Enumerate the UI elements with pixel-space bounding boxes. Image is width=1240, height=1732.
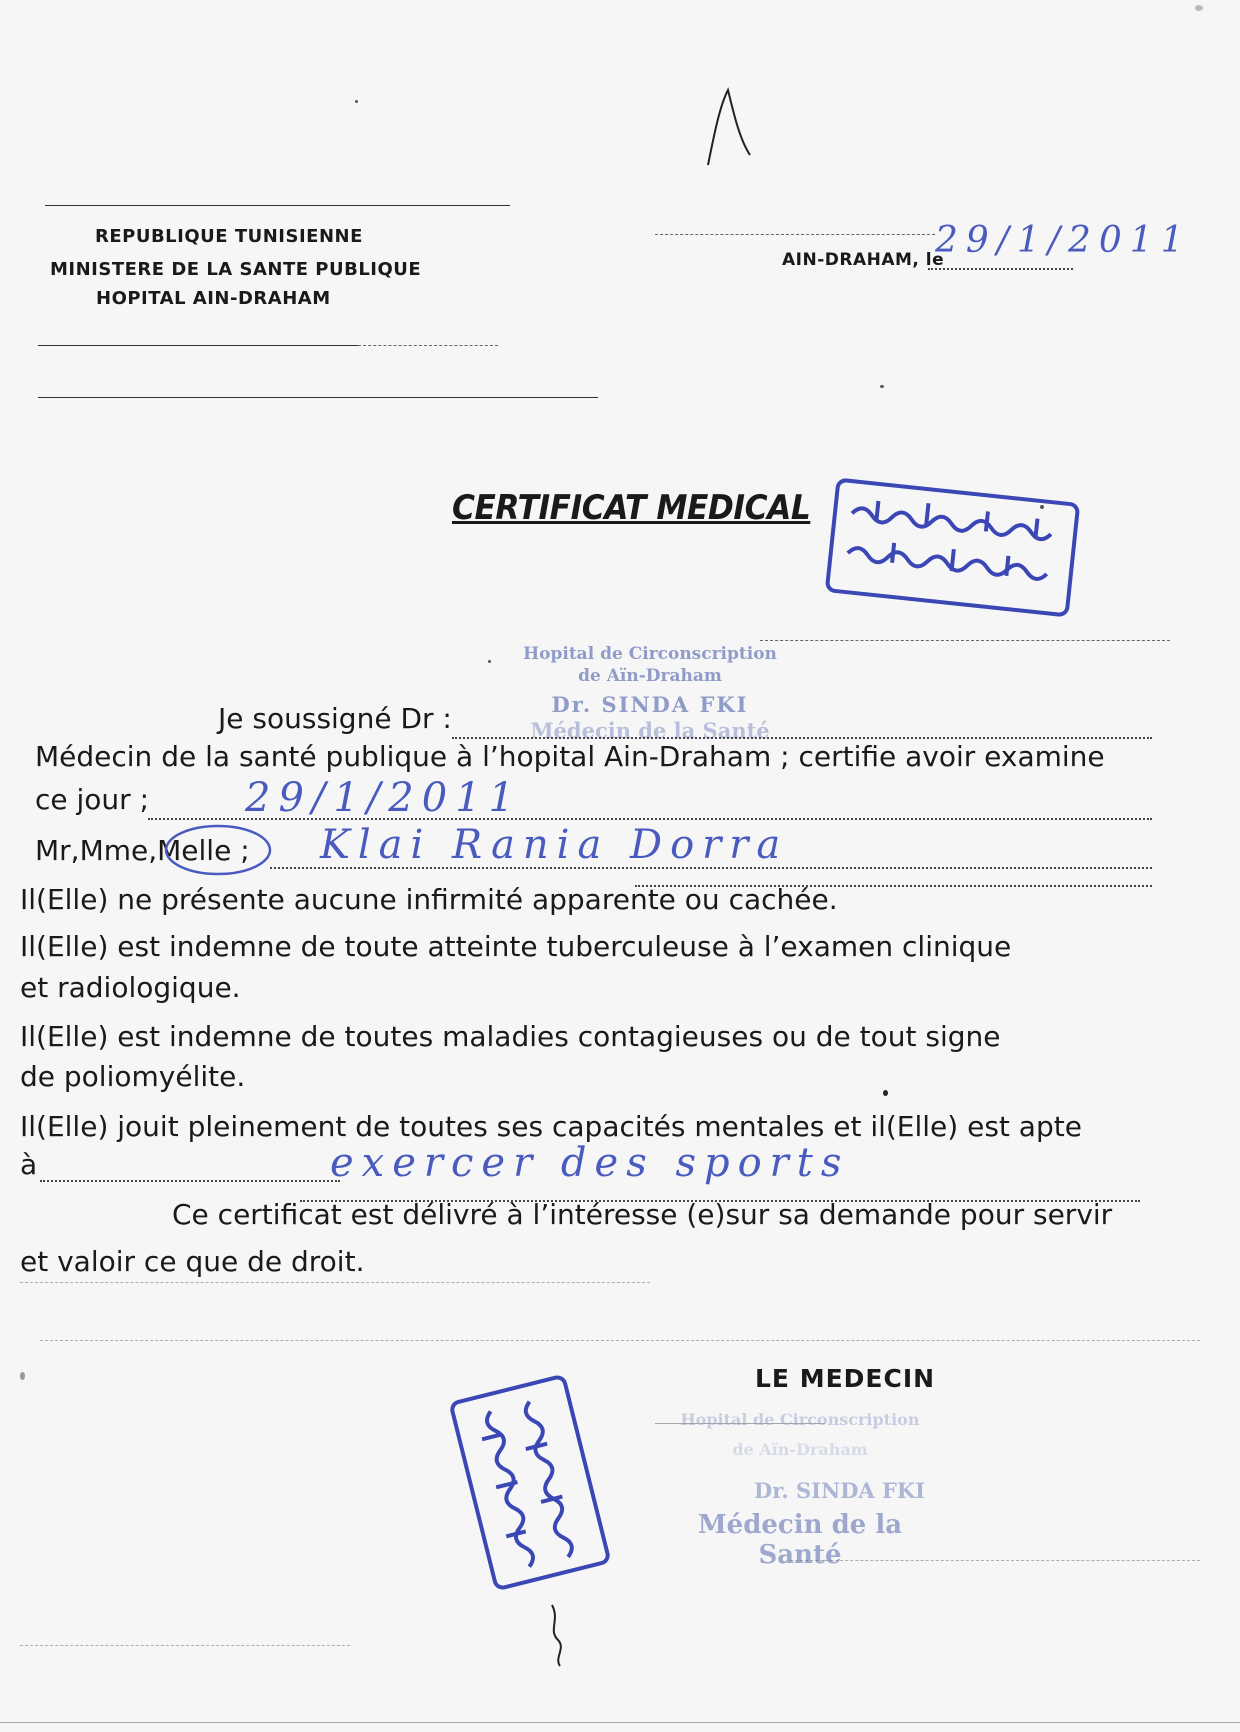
stamp-arabic-script-icon: [829, 482, 1076, 613]
line-apte-dots-1: [40, 1180, 340, 1182]
scan-speck: [883, 1090, 888, 1096]
signature-squiggle-icon: [540, 1600, 580, 1670]
line-poliomyelite: de poliomyélite.: [20, 1060, 246, 1093]
scan-speck: [880, 385, 884, 388]
handwritten-patient-name: Klai Rania Dorra: [320, 822, 789, 868]
line-medecin: Médecin de la santé publique à l’hopital Ain-Draham ; certifie avoir examine: [35, 740, 1105, 773]
date-top-rule: [655, 234, 935, 235]
line-radiologique: et radiologique.: [20, 971, 241, 1004]
header-top-rule: [45, 205, 510, 206]
line-tuberculeuse: Il(Elle) est indemne de toute atteinte tuberculeuse à l’examen clinique: [20, 930, 1012, 963]
line-soussigne: Je soussigné Dr :: [218, 702, 452, 735]
line-contagieuses: Il(Elle) est indemne de toutes maladies contagieuses ou de tout signe: [20, 1020, 1001, 1053]
stamp-lower-line1: Hopital de Circonscription: [680, 1410, 920, 1429]
header-ministry: MINISTERE DE LA SANTE PUBLIQUE: [50, 259, 422, 280]
handwritten-aptitude: exercer des sports: [330, 1140, 850, 1186]
header-rule-1: [38, 345, 358, 346]
stamp-area-rule: [760, 640, 1170, 641]
line-soussigne-dots: [452, 737, 1152, 739]
scan-speck: [1040, 505, 1044, 509]
stamp-lower-doctor: Dr. SINDA FKI: [754, 1478, 925, 1503]
header-hospital: HOPITAL AIN-DRAHAM: [96, 288, 331, 309]
scan-speck: [20, 1372, 25, 1380]
line-ce-jour: ce jour ;: [35, 783, 150, 816]
scan-speck: [488, 660, 491, 663]
stamp-upper-line4: Médecin de la Santé: [530, 718, 770, 743]
header-rule-2: [38, 397, 598, 398]
scan-speck: [355, 100, 358, 103]
stamp-upper-doctor: Dr. SINDA FKI: [551, 692, 749, 717]
stamp-arabic-upper: [825, 478, 1081, 618]
stamp-upper-line2: de Aïn-Draham: [578, 666, 722, 686]
line-delivre: Ce certificat est délivré à l’intéresse (e)sur sa demande pour servir: [172, 1198, 1113, 1231]
handwritten-mark-icon: [700, 85, 760, 175]
header-republic: REPUBLIQUE TUNISIENNE: [95, 226, 363, 247]
bottom-faint-rule-1: [790, 1560, 1200, 1561]
body-faint-rule-2: [40, 1340, 1200, 1341]
bottom-faint-rule-2: [20, 1645, 350, 1646]
line-capacites: Il(Elle) jouit pleinement de toutes ses capacités mentales et il(Elle) est apte: [20, 1110, 1082, 1143]
header-rule-1b: [358, 345, 498, 346]
stamp-upper-line1: Hopital de Circonscription: [523, 644, 777, 664]
stamp-arabic-lower: [448, 1373, 612, 1591]
handwritten-circle-icon: [160, 820, 280, 880]
date-dotted-line: [928, 268, 1073, 270]
scan-speck: [1195, 5, 1203, 11]
handwritten-date: 29/1/2011: [935, 220, 1192, 261]
line-patient: Mr,Mme,Melle ;: [35, 834, 250, 867]
handwritten-exam-date: 29/1/2011: [245, 775, 523, 821]
line-droit: et valoir ce que de droit.: [20, 1245, 365, 1278]
stamp-lower-line4: Médecin de la Santé: [697, 1510, 903, 1570]
place-date-label: AIN-DRAHAM, le: [782, 250, 945, 270]
bottom-page-edge: [0, 1722, 1240, 1723]
line-apte-prefix: à: [20, 1148, 38, 1181]
document-title: CERTIFICAT MEDICAL: [452, 488, 811, 528]
line-infirmite: Il(Elle) ne présente aucune infirmité apparente ou cachée.: [20, 883, 838, 916]
stamp-lower-line2: de Aïn-Draham: [732, 1440, 868, 1459]
stamp-arabic-lower-script-icon: [453, 1378, 607, 1587]
signature-label: LE MEDECIN: [755, 1364, 936, 1393]
body-faint-rule-1: [20, 1282, 650, 1283]
